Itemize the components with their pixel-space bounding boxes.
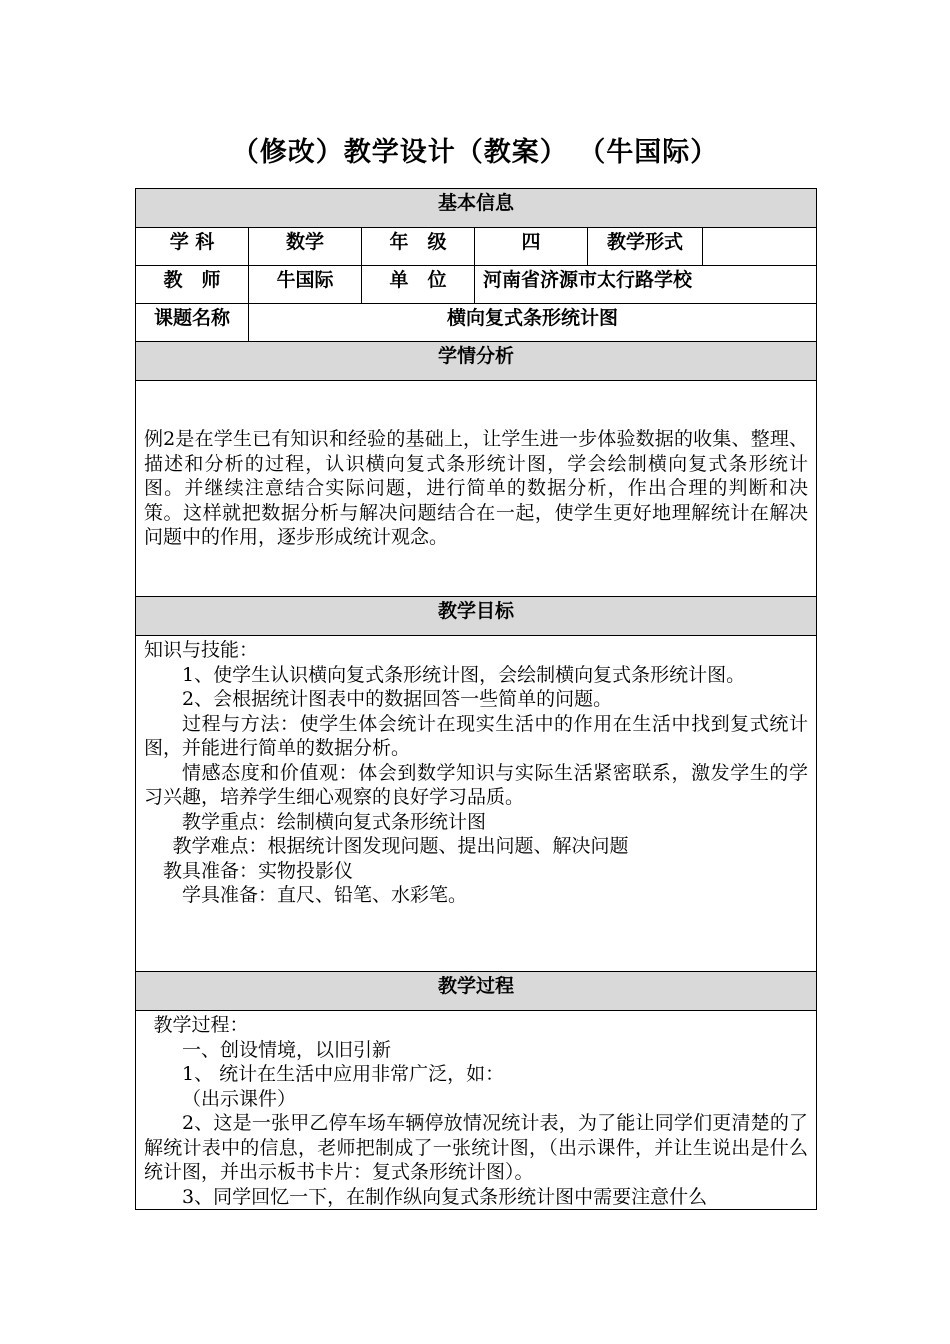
analysis-text: 例2是在学生已有知识和经验的基础上，让学生进一步体验数据的收集、整理、描述和分析的过程，认识横向复式条形统计图，学会绘制横向复式条形统计图。并继续注意结合实际问题，进行简单的数据分析，作出合理的判断和决策。这样就把数据分析与解决问题结合在一起，使学生更好地理解统计在解决问题中的作用，逐步形成统计观念。 <box>144 428 809 549</box>
process-header: 教学过程 <box>136 972 817 1011</box>
process-line: （出示课件） <box>182 1087 297 1110</box>
process-line: 教学过程： <box>153 1014 249 1036</box>
goals-line: 教具准备：实物投影仪 <box>163 859 354 882</box>
teacher-label: 教 师 <box>136 266 249 304</box>
unit-value: 河南省济源市太行路学校 <box>475 266 817 304</box>
process-line: 2、这是一张甲乙停车场车辆停放情况统计表，为了能让同学们更清楚的了解统计表中的信息，老师把制成了一张统计图，（出示课件，并让生说出是什么统计图，并出示板书卡片：复式条形统计图）。 <box>144 1112 809 1183</box>
basic-info-header: 基本信息 <box>136 189 817 228</box>
page-title: （修改）教学设计（教案） （牛国际） <box>231 137 719 168</box>
goals-line: 情感态度和价值观：体会到数学知识与实际生活紧密联系，激发学生的学习兴趣，培养学生细心观察的良好学习品质。 <box>144 761 809 808</box>
teaching-form-value <box>703 228 817 266</box>
subject-label: 学 科 <box>136 228 249 266</box>
goals-line: 教学难点：根据统计图发现问题、提出问题、解决问题 <box>172 835 629 857</box>
goals-line: 2、会根据统计图表中的数据回答一些简单的问题。 <box>182 688 613 710</box>
process-cell <box>136 1011 817 1210</box>
process-line: 一、创设情境，以旧引新 <box>182 1038 392 1061</box>
goals-cell <box>136 636 817 972</box>
teacher-value: 牛国际 <box>249 266 362 304</box>
lesson-plan-table <box>135 188 817 1210</box>
analysis-header: 学情分析 <box>136 342 817 381</box>
goals-line: 过程与方法：使学生体会统计在现实生活中的作用在生活中找到复式统计图，并能进行简单的数据分析。 <box>144 712 809 759</box>
analysis-cell <box>136 381 817 597</box>
goals-header: 教学目标 <box>136 597 817 636</box>
goals-line: 1、使学生认识横向复式条形统计图，会绘制横向复式条形统计图。 <box>182 663 746 686</box>
grade-label: 年 级 <box>362 228 475 266</box>
process-line: 3、同学回忆一下，在制作纵向复式条形统计图中需要注意什么 <box>182 1185 708 1208</box>
topic-value: 横向复式条形统计图 <box>249 304 817 342</box>
goals-line: 学具准备：直尺、铅笔、水彩笔。 <box>182 884 468 906</box>
teaching-form-label: 教学形式 <box>588 228 703 266</box>
goals-line: 知识与技能： <box>144 639 259 661</box>
subject-value: 数学 <box>249 228 362 266</box>
unit-label: 单 位 <box>362 266 475 304</box>
process-line: 1、 统计在生活中应用非常广泛，如： <box>182 1063 505 1085</box>
goals-line: 教学重点：绘制横向复式条形统计图 <box>182 810 487 833</box>
topic-label: 课题名称 <box>136 304 249 342</box>
grade-value: 四 <box>475 228 588 266</box>
